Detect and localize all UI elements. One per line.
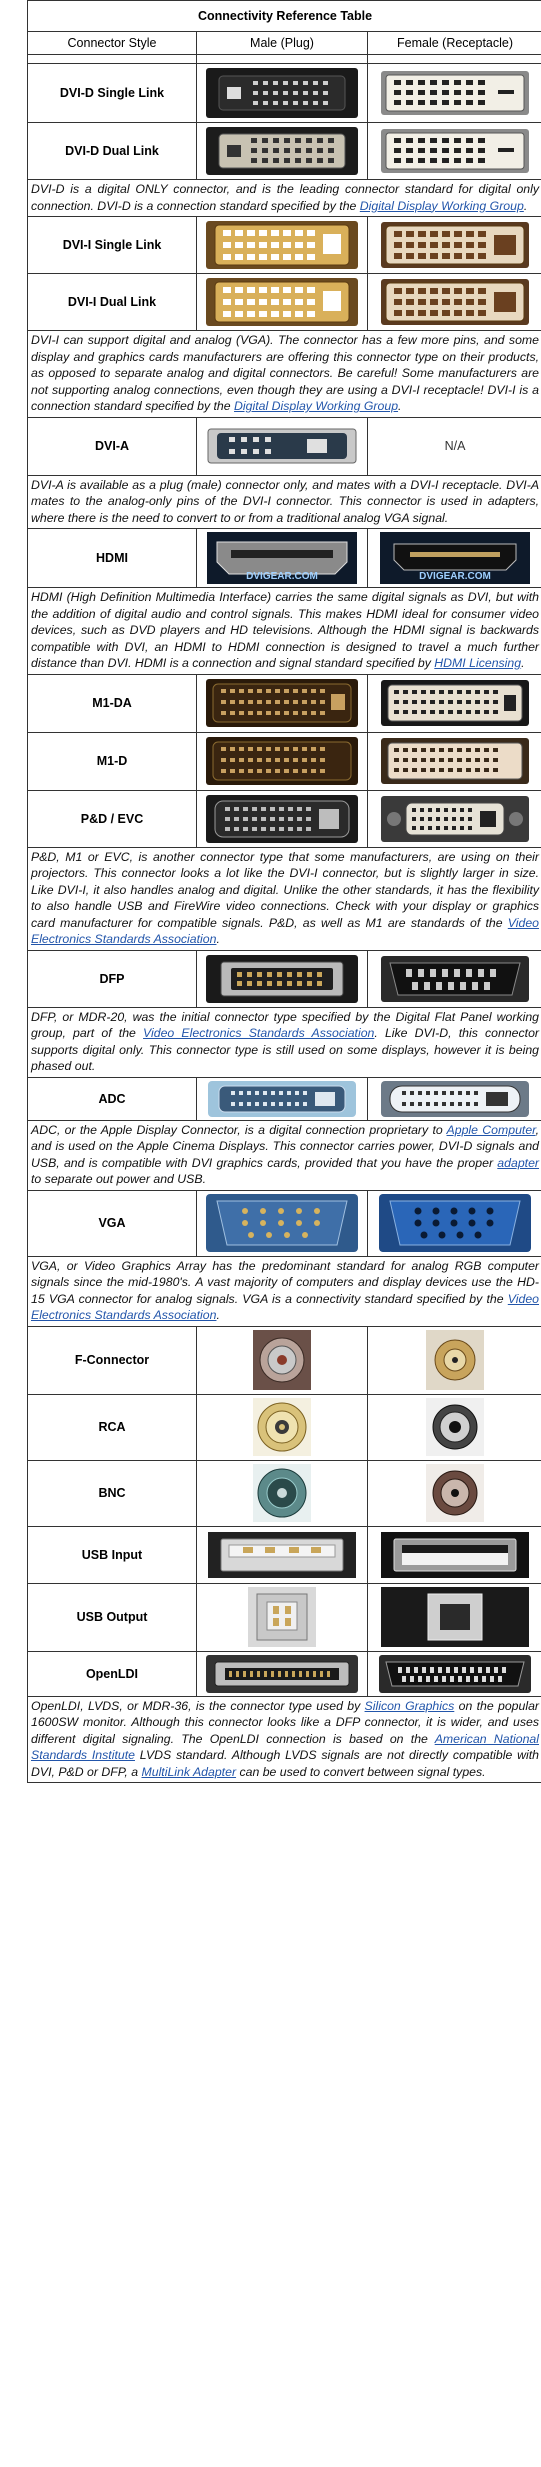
connector-name-usb-output: USB Output (28, 1583, 197, 1651)
multilink-adapter-link[interactable]: MultiLink Adapter (141, 1764, 237, 1779)
dvii-single-male-image (197, 217, 368, 274)
connector-name-m1da: M1-DA (28, 674, 197, 732)
dvid-dual-male-image (197, 123, 368, 180)
dvii-description (28, 331, 541, 418)
dvii-dual-female-connector-icon (380, 278, 530, 326)
connector-name-dvia: DVI-A (28, 417, 197, 475)
vga-description-text: VGA, or Video Graphics Array has the predominant standard for analog RGB computer signals since the mid-1980's. A vast majority of computers and display devices use the HD-15 VGA connector for analog signals. VGA is a connectivity standard specified by the (31, 1258, 540, 1306)
dvii-dual-male-image (197, 274, 368, 331)
usb-input-male-icon (207, 1531, 357, 1579)
hdmi-description-text: HDMI (High Definition Multimedia Interface) carries the same digital signals as DVI, but with the addition of digital audio and control signals. This makes HDMI ideal for consumer video devices, such as DVD players and HD televisions. Although the HDMI signal is backwards compatible with DVI, an HDMI to HDMI connection is designed to travel a much further distance than DVI. HDMI is a connection and signal standard specified by (31, 590, 540, 670)
dfp-male-connector-icon (205, 954, 359, 1004)
adc-female-image (368, 1077, 541, 1120)
m1d-male-connector-icon (205, 736, 359, 786)
f-connector-female-icon (425, 1329, 485, 1391)
connector-name-bnc: BNC (28, 1460, 197, 1526)
adc-description (28, 1120, 541, 1190)
adc-male-connector-icon (207, 1080, 357, 1118)
adapter-link[interactable]: adapter (497, 1155, 540, 1170)
apple-computer-link[interactable]: Apple Computer (446, 1122, 536, 1137)
vga-description-text-end: . (216, 1308, 220, 1322)
openldi-description (28, 1696, 541, 1783)
usb-input-male-image (197, 1526, 368, 1583)
hdmi-licensing-link[interactable]: HDMI Licensing (434, 656, 522, 670)
f-connector-male-image (197, 1326, 368, 1394)
adc-male-image (197, 1077, 368, 1120)
ansi-link[interactable]: American National Standards Institute (31, 1731, 539, 1762)
m1da-female-connector-icon (380, 679, 530, 727)
dfp-description-text-end: . Like DVI-D, this connector supports digital only. This connector type is still used on some displays, however it is being phased out. (31, 1026, 540, 1073)
vga-female-image (368, 1190, 541, 1256)
openldi-male-icon (205, 1654, 359, 1694)
dfp-male-image (197, 950, 368, 1007)
adc-female-connector-icon (380, 1080, 530, 1118)
ddwg-link[interactable]: Digital Display Working Group (359, 198, 524, 213)
dvia-female-not-available: N/A (368, 417, 541, 475)
m1d-male-image (197, 732, 368, 790)
rca-male-icon (252, 1397, 312, 1457)
connector-name-dvid-dual: DVI-D Dual Link (28, 123, 197, 180)
adc-description-text-mid: , and is used on the Apple Cinema Displays. This connector carries power, DVI-D signals and USB, and is compatible with DVI graphics cards, provided that you have the proper (31, 1122, 540, 1170)
pd-male-connector-icon (205, 794, 359, 844)
m1da-female-image (368, 674, 541, 732)
connectivity-reference-table (27, 0, 541, 1783)
adc-description-text: ADC, or the Apple Display Connector, is a digital connection proprietary to (31, 1122, 447, 1137)
usb-output-female-icon (380, 1586, 530, 1648)
connector-name-usb-input: USB Input (28, 1526, 197, 1583)
m1d-female-image (368, 732, 541, 790)
hdmi-description-text-end: . (521, 656, 525, 670)
adc-description-text-end: to separate out power and USB. (31, 1172, 206, 1186)
connector-name-dvii-dual: DVI-I Dual Link (28, 274, 197, 331)
connector-name-rca: RCA (28, 1394, 197, 1460)
m1d-female-connector-icon (380, 737, 530, 785)
hdmi-male-watermark: DVIGEAR.COM (246, 571, 318, 582)
dfp-female-connector-icon (380, 955, 530, 1003)
dvii-single-female-image (368, 217, 541, 274)
ddwg-link-2[interactable]: Digital Display Working Group (234, 399, 399, 413)
dvid-description (28, 180, 541, 217)
vesa-link[interactable]: Video Electronics Standards Association (31, 915, 540, 946)
openldi-description-text-end: can be used to convert between signal types. (236, 1764, 486, 1779)
dvid-single-male-connector-icon (205, 67, 359, 119)
connector-name-adc: ADC (28, 1077, 197, 1120)
bnc-male-image (197, 1460, 368, 1526)
openldi-description-text-2: on the popular 1600SW monitor. Although this connector looks like a DFP connector, it is wider, and uses different digital signaling. The OpenLDI connection is based on the (31, 1698, 540, 1746)
dfp-female-image (368, 950, 541, 1007)
vga-description (28, 1256, 541, 1326)
pd-description-text-end: . (216, 932, 220, 946)
dvid-dual-female-image (368, 123, 541, 180)
pd-description-text: P&D, M1 or EVC, is another connector type that some manufacturers, are using on their projectors. This connector looks a lot like the DVI-I connector, but is slightly larger in size. Like DVI-I, it also handles analog and digital. Unlike the other standards, it has the flexibility to also handle USB and FireWire video connections. Check with your display or graphics card manufacturer for compatible signals. P&D, as well as M1 are standards of the (31, 849, 540, 930)
dvia-male-connector-icon (207, 423, 357, 469)
dvid-single-female-connector-icon (380, 70, 530, 116)
f-connector-male-icon (252, 1329, 312, 1391)
pd-female-image (368, 790, 541, 847)
bnc-female-icon (425, 1463, 485, 1523)
dvia-description: DVI-A is available as a plug (male) connector only, and mates with a DVI-I receptacle. DVI-A mates to the analog-only pins of the DVI-I connector. This connector is used in adapters, where there is the need to convert to or from a traditional analog VGA signal. (28, 475, 541, 529)
vesa-link-2[interactable]: Video Electronics Standards Association (143, 1026, 375, 1040)
bnc-female-image (368, 1460, 541, 1526)
dvii-single-female-connector-icon (380, 221, 530, 269)
spacer-cell (28, 55, 197, 64)
openldi-description-text-3: LVDS standard. Although LVDS signals are not directly compatible with DVI, P&D or DFP, a (31, 1748, 540, 1779)
dfp-description-text: DFP, or MDR-20, was the initial connector type specified by the Digital Flat Panel working group, part of the (31, 1009, 540, 1040)
pd-female-connector-icon (380, 795, 530, 843)
dvia-male-image (197, 417, 368, 475)
connector-name-dvii-single: DVI-I Single Link (28, 217, 197, 274)
connector-name-f-connector: F-Connector (28, 1326, 197, 1394)
openldi-male-image (197, 1651, 368, 1696)
dvii-dual-female-image (368, 274, 541, 331)
spacer-cell (197, 55, 368, 64)
dvid-dual-male-connector-icon (205, 126, 359, 176)
openldi-female-image (368, 1651, 541, 1696)
usb-output-female-image (368, 1583, 541, 1651)
table-title: Connectivity Reference Table (28, 1, 541, 32)
vga-male-connector-icon (205, 1193, 359, 1253)
dvii-description-text-end: . (398, 399, 402, 413)
bnc-male-icon (252, 1463, 312, 1523)
silicon-graphics-link[interactable]: Silicon Graphics (364, 1698, 455, 1713)
f-connector-female-image (368, 1326, 541, 1394)
hdmi-female-watermark: DVIGEAR.COM (419, 571, 491, 582)
connector-name-dvid-single: DVI-D Single Link (28, 64, 197, 123)
column-header-female-receptacle: Female (Receptacle) (368, 32, 541, 55)
reference-table-container (27, 0, 541, 1783)
hdmi-description (28, 588, 541, 675)
usb-input-female-image (368, 1526, 541, 1583)
dvii-single-male-connector-icon (205, 220, 359, 270)
dvid-dual-female-connector-icon (380, 128, 530, 174)
connector-name-pd-evc: P&D / EVC (28, 790, 197, 847)
dvid-single-female-image (368, 64, 541, 123)
connector-name-openldi: OpenLDI (28, 1651, 197, 1696)
dvii-dual-male-connector-icon (205, 277, 359, 327)
m1da-male-image (197, 674, 368, 732)
dfp-description (28, 1007, 541, 1077)
connector-name-dfp: DFP (28, 950, 197, 1007)
pd-male-image (197, 790, 368, 847)
dvid-single-male-image (197, 64, 368, 123)
vesa-link-3[interactable]: Video Electronics Standards Association (31, 1291, 540, 1322)
connector-name-m1d: M1-D (28, 732, 197, 790)
hdmi-female-image (368, 529, 541, 588)
openldi-female-icon (378, 1654, 532, 1694)
column-header-connector-style: Connector Style (28, 32, 197, 55)
dvii-description-text: DVI-I can support digital and analog (VGA). The connector has a few more pins, and some display and graphics cards manufacturers are offering this connector type on their products, as opposed to separate analog and digital connectors. Be careful! Some manufacturers are not supporting analog connections, even though they are using a DVI-I receptacle! DVI-I is a connection standard specified by the (31, 333, 540, 413)
vga-female-connector-icon (378, 1193, 532, 1253)
usb-output-male-image (197, 1583, 368, 1651)
dvid-description-text-end: . (523, 198, 528, 213)
connector-name-hdmi: HDMI (28, 529, 197, 588)
pd-description (28, 847, 541, 950)
vga-male-image (197, 1190, 368, 1256)
usb-input-female-icon (380, 1531, 530, 1579)
openldi-description-text: OpenLDI, LVDS, or MDR-36, is the connector type used by (31, 1698, 365, 1713)
hdmi-male-image (197, 529, 368, 588)
rca-male-image (197, 1394, 368, 1460)
dvid-description-text: DVI-D is a digital ONLY connector, and is the leading connector standard for digital only connection. DVI-D is a connection standard specified by the (31, 182, 540, 213)
connector-name-vga: VGA (28, 1190, 197, 1256)
usb-output-male-icon (247, 1586, 317, 1648)
m1da-male-connector-icon (205, 678, 359, 728)
rca-female-icon (425, 1397, 485, 1457)
rca-female-image (368, 1394, 541, 1460)
spacer-cell (368, 55, 541, 64)
column-header-male-plug: Male (Plug) (197, 32, 368, 55)
